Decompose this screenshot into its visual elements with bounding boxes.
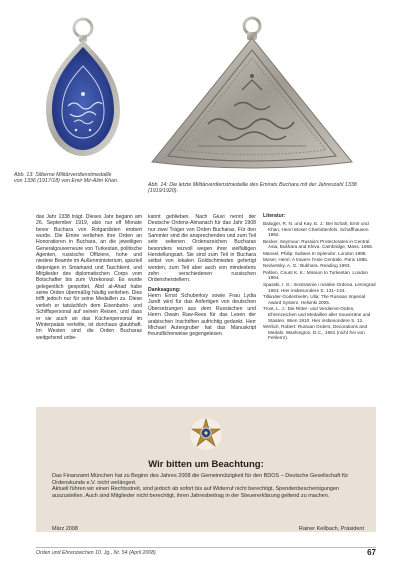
notice-body (52, 473, 364, 500)
article-column-1 (36, 214, 142, 341)
literature-item: Nedvetsky, A. G.: Bukhara. Reading 1993. (263, 263, 351, 269)
column-2-text: kannt geblieben. Nach Giuvi nennt der Deutsche Ordens-Almanach für das Jahr 1908 nur zwei Träger von Orden Bucharas. Für den Sammler sind die ansprechenden und zum Teil sehr seltenen Ordenszeichen Bucharas besonders reizvoll wegen ihrer vielfältigen Herstellungsart. Sie sind zum Teil in Buchara selbst von lokalen Goldschmieden gefertigt worden, zum Teil aber auch von mindestens zehn verschiedenen russischen Ordensherstellern. (148, 214, 256, 284)
notice-paragraph: Aktuell führen wir einen Rechtsstreit, sind jedoch ab sofort bis auf Widerruf nicht berechtigt, Spendenbescheinigungen auszustellen. Auch sind Mitglieder nicht berechtigt, ihren Jahresbeitrag in der Steuererklärung geltend zu machen. (52, 486, 340, 500)
literature-item: Tillander-Godenhielm, Ulla: The Russian Imperial Award System. Helsinki 2005. (263, 293, 366, 305)
acknowledgement-text: Herrn Ernst Schuberksy sowie Frau Lydia Jundt wird für das Anfertigen von deutschen Übersetzungen aus dem Russischen und Herrn Owain Raw-Rees für das Lesen der arabischen Inschriften aufrichtig gedankt. Herr Michael Autengruber hat das Manuskript freundlicherweise gegengelesen. (148, 293, 256, 338)
figure-caption-right: Abb. 14: Die letzte Militärverdienstmedaille des Emirats Buchara mit der Jahreszahl 1338 (1919/1920). (148, 182, 357, 195)
literature-item: Moser, Henri: A travers l'Asie Centrale. Paris 1885. (263, 257, 369, 263)
figure-caption-left: Abb. 13: Silberne Militärverdienstmedaille von 1336 (1917/18) von Emir Mir-Alim Khan. (14, 172, 119, 185)
literature-item: Mansel, Philip: Sultans In Splendor. London 1988. (263, 250, 367, 256)
column-1-text: das Jahr 1338 trägt. Dieses Jahr begann am 26. September 1919, also nur elf Monate bevor Buchara von Rotgardisten erobert wurde. Die Emire verliehen ihre Orden an Honoratioren in Buchara, an die jeweiligen Generalgouverneure von Turkestan, politische Agenten, russische Offiziere, hohe und niedere Beamte im Außenministerium, speziell diejenigen in Smarkand und Taschkent, und Mitglieder des diplomatischen Corps vom Botschafter bis zum Vizekonsul. Es wurde gelegentlich gespottet, Abd al-Ahad habe seine Orden übermäßig häufig verliehen. Dies trifft jedoch nur für seine Medaillen zu. Diese verlieh er tatsächlich dem Eisenbahn- und Schiffspersonal auf seinen Reisen, und dass er sie auch an das Küchenpersonal im Winterpalais verteilte, ist durchaus glaubhaft. Im Westen sind die Orden Bucharas weitgehend unbe- (36, 214, 142, 341)
page-number: 67 (367, 548, 376, 557)
literature-item: Becker, Seymour: Russia's Protectorates in Central Asia, Bukhara and Khiva. Cambridge, Mass. 1968. (263, 238, 374, 250)
notice-box (36, 407, 376, 532)
notice-signature: Rainer Keilbach, Präsident (298, 526, 364, 532)
medal-image-1338 (138, 14, 366, 174)
article-column-2 (148, 214, 256, 338)
literature-list (263, 221, 376, 341)
literature-heading: Literatur: (263, 213, 286, 219)
literature-item: Balogjer, R. N. und Kay, E. J.: Bei Schah, Emir und Khan, Henri Moser Charlottenfels. Schaffhausen 1992. (263, 220, 369, 238)
literature-item: Werlich, Robert: Russian Orders, Decorations and Medals. Washington, D.C., 1981 (nicht frei von Fehlern!). (263, 323, 368, 341)
literature-item: Pahlen, Count K. K.: Mission to Turkestan. London 1964. (263, 269, 369, 281)
notice-paragraph: Das Finanzamt München hat zu Beginn des Jahres 2008 die Gemeinnützigkeit für den BDOS – Deutsche Gesellschaft für Ordenskunde e.V. nicht verlängert. (52, 473, 349, 486)
journal-citation: Orden und Ehrenzeichen 10. Jg., Nr. 54 (April 2008) (36, 550, 156, 556)
acknowledgement-heading: Danksagung: (148, 286, 181, 293)
literature-item: Spasski, I. G.: Inostrannie i russkie Ordena. Leningrad 1963. Hier insbesondere S. 131–134. (263, 281, 376, 293)
page-footer (36, 547, 376, 556)
medal-image-1336 (40, 14, 126, 164)
notice-date: März 2008 (52, 526, 78, 532)
literature-item: Trost, L. J.: Die Ritter- und Verdienst-Orden, Ehrenzeichen und Medaillen aller Souveräne und Staaten. Wien 1910. Hier insbesondere S. 12. (263, 305, 371, 323)
notice-title: Wir bitten um Beachtung: (148, 459, 264, 470)
society-emblem-icon (189, 417, 223, 451)
literature-column (263, 214, 376, 342)
notice-signature-line (52, 526, 364, 532)
